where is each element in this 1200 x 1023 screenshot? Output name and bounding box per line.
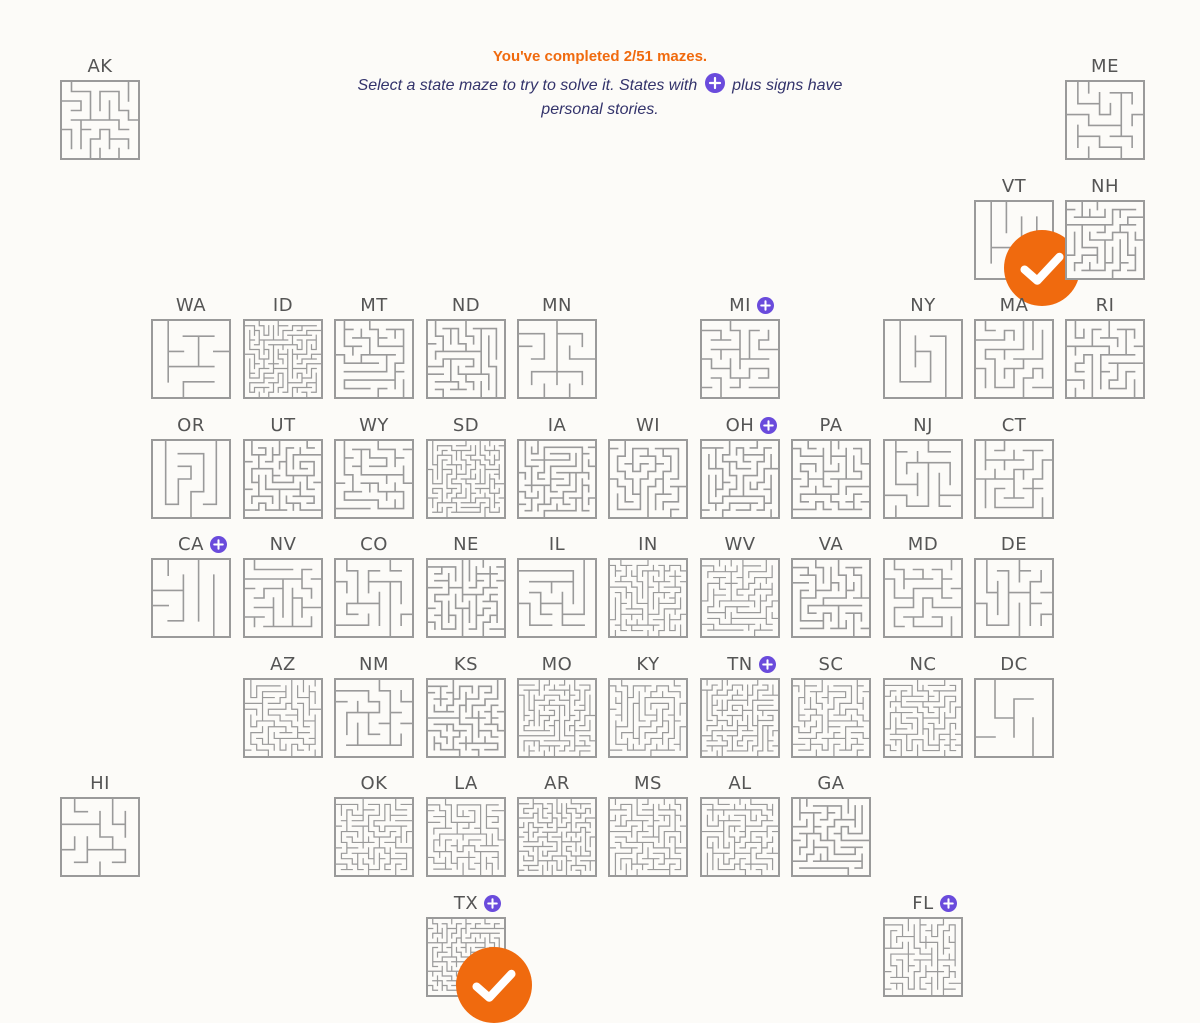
- maze-walls: [153, 321, 229, 397]
- state-tile-wy[interactable]: [332, 416, 416, 520]
- maze-thumbnail[interactable]: [700, 319, 780, 399]
- maze-thumbnail[interactable]: [60, 797, 140, 877]
- state-label: [698, 535, 782, 555]
- maze-thumbnail[interactable]: [334, 439, 414, 519]
- maze-walls: [610, 799, 686, 875]
- maze-thumbnail[interactable]: [700, 558, 780, 638]
- maze-thumbnail[interactable]: [791, 439, 871, 519]
- state-tile-oh[interactable]: [698, 416, 782, 520]
- state-label: [515, 535, 599, 555]
- plus-circle-icon: [940, 895, 957, 912]
- state-code: AR: [544, 773, 570, 794]
- state-code: IA: [547, 415, 567, 436]
- state-tile-nc[interactable]: [881, 655, 965, 759]
- maze-thumbnail[interactable]: [243, 558, 323, 638]
- maze-thumbnail[interactable]: [334, 319, 414, 399]
- state-code: LA: [454, 773, 478, 794]
- maze-walls: [153, 560, 229, 636]
- maze-thumbnail[interactable]: [883, 319, 963, 399]
- state-label: [1063, 57, 1147, 77]
- state-tile-or[interactable]: [149, 416, 233, 520]
- maze-thumbnail[interactable]: [974, 319, 1054, 399]
- state-label: [58, 57, 142, 77]
- maze-walls: [702, 560, 778, 636]
- maze-thumbnail[interactable]: [974, 200, 1054, 280]
- maze-thumbnail[interactable]: [334, 797, 414, 877]
- maze-thumbnail[interactable]: [243, 678, 323, 758]
- state-tile-al[interactable]: [698, 774, 782, 878]
- maze-walls: [428, 799, 504, 875]
- maze-thumbnail[interactable]: [883, 558, 963, 638]
- state-label: [606, 774, 690, 794]
- state-tile-ca[interactable]: [149, 535, 233, 639]
- state-label: [424, 774, 508, 794]
- maze-walls: [793, 680, 869, 756]
- state-code: IL: [548, 534, 566, 555]
- state-tile-va[interactable]: [789, 535, 873, 639]
- state-code: MD: [907, 534, 939, 555]
- state-tile-ia[interactable]: [515, 416, 599, 520]
- instructions-part-2: plus signs have personal stories.: [541, 77, 843, 118]
- state-code: MI: [729, 295, 751, 316]
- state-tile-ut[interactable]: [241, 416, 325, 520]
- state-label: [606, 655, 690, 675]
- maze-thumbnail[interactable]: [791, 797, 871, 877]
- maze-walls: [62, 82, 138, 158]
- state-label: [1063, 177, 1147, 197]
- maze-walls: [793, 560, 869, 636]
- state-label: [606, 535, 690, 555]
- maze-thumbnail[interactable]: [243, 319, 323, 399]
- state-tile-tx[interactable]: [424, 894, 508, 998]
- maze-walls: [885, 321, 961, 397]
- maze-thumbnail[interactable]: [700, 797, 780, 877]
- state-code: FL: [912, 893, 934, 914]
- maze-walls: [519, 680, 595, 756]
- maze-thumbnail[interactable]: [426, 319, 506, 399]
- state-tile-nd[interactable]: [424, 296, 508, 400]
- state-tile-ky[interactable]: [606, 655, 690, 759]
- maze-thumbnail[interactable]: [608, 439, 688, 519]
- state-tile-nj[interactable]: [881, 416, 965, 520]
- maze-walls: [976, 441, 1052, 517]
- state-label: [332, 416, 416, 436]
- maze-thumbnail[interactable]: [426, 439, 506, 519]
- maze-thumbnail[interactable]: [243, 439, 323, 519]
- maze-thumbnail[interactable]: [426, 678, 506, 758]
- plus-circle-icon: [484, 895, 501, 912]
- state-tile-mo[interactable]: [515, 655, 599, 759]
- state-tile-ms[interactable]: [606, 774, 690, 878]
- state-code: CA: [178, 534, 204, 555]
- state-code: GA: [817, 773, 845, 794]
- state-code: NC: [909, 654, 937, 675]
- state-tile-nv[interactable]: [241, 535, 325, 639]
- maze-walls: [976, 680, 1052, 756]
- maze-walls: [885, 919, 961, 995]
- maze-walls: [428, 680, 504, 756]
- state-code: IN: [638, 534, 658, 555]
- state-label: [332, 535, 416, 555]
- maze-walls: [702, 441, 778, 517]
- maze-walls: [793, 441, 869, 517]
- state-label: [698, 655, 782, 675]
- state-label: [424, 416, 508, 436]
- state-code: SD: [452, 415, 480, 436]
- maze-walls: [428, 560, 504, 636]
- maze-thumbnail[interactable]: [608, 797, 688, 877]
- state-label: [241, 535, 325, 555]
- maze-thumbnail[interactable]: [517, 319, 597, 399]
- state-tile-in[interactable]: [606, 535, 690, 639]
- maze-walls: [153, 441, 229, 517]
- state-tile-co[interactable]: [332, 535, 416, 639]
- state-label: [606, 416, 690, 436]
- state-tile-tn[interactable]: [698, 655, 782, 759]
- state-code: NE: [453, 534, 479, 555]
- maze-walls: [1067, 82, 1143, 158]
- state-tile-me[interactable]: [1063, 57, 1147, 161]
- state-label: [881, 894, 965, 914]
- state-code: ND: [451, 295, 481, 316]
- maze-thumbnail[interactable]: [974, 439, 1054, 519]
- maze-walls: [885, 441, 961, 517]
- maze-walls: [336, 680, 412, 756]
- maze-thumbnail[interactable]: [700, 439, 780, 519]
- state-code: ME: [1091, 56, 1119, 77]
- maze-thumbnail[interactable]: [883, 917, 963, 997]
- state-code: RI: [1095, 295, 1115, 316]
- maze-thumbnail[interactable]: [426, 558, 506, 638]
- maze-walls: [519, 799, 595, 875]
- state-label: [149, 416, 233, 436]
- state-tile-hi[interactable]: [58, 774, 142, 878]
- maze-thumbnail[interactable]: [517, 678, 597, 758]
- state-label: [149, 296, 233, 316]
- maze-thumbnail[interactable]: [334, 678, 414, 758]
- state-tile-ma[interactable]: [972, 296, 1056, 400]
- state-tile-ok[interactable]: [332, 774, 416, 878]
- state-code: NJ: [913, 415, 933, 436]
- state-code: WI: [635, 415, 661, 436]
- state-label: [789, 774, 873, 794]
- state-label: [149, 535, 233, 555]
- maze-thumbnail[interactable]: [791, 678, 871, 758]
- maze-walls: [519, 441, 595, 517]
- plus-circle-icon: [757, 297, 774, 314]
- maze-walls: [976, 321, 1052, 397]
- maze-walls: [519, 560, 595, 636]
- maze-thumbnail[interactable]: [151, 439, 231, 519]
- state-code: OR: [177, 415, 205, 436]
- state-tile-sd[interactable]: [424, 416, 508, 520]
- maze-thumbnail[interactable]: [883, 439, 963, 519]
- state-code: TN: [727, 654, 753, 675]
- state-label: [789, 416, 873, 436]
- state-tile-ny[interactable]: [881, 296, 965, 400]
- maze-thumbnail[interactable]: [334, 558, 414, 638]
- state-label: [789, 535, 873, 555]
- maze-thumbnail[interactable]: [426, 917, 506, 997]
- state-label: [332, 774, 416, 794]
- state-code: OH: [725, 415, 755, 436]
- maze-walls: [702, 799, 778, 875]
- state-tile-ri[interactable]: [1063, 296, 1147, 400]
- state-code: SC: [818, 654, 844, 675]
- state-code: HI: [90, 773, 110, 794]
- state-code: AL: [728, 773, 752, 794]
- maze-thumbnail[interactable]: [151, 319, 231, 399]
- maze-thumbnail[interactable]: [700, 678, 780, 758]
- maze-walls: [976, 560, 1052, 636]
- maze-thumbnail[interactable]: [426, 797, 506, 877]
- state-label: [515, 416, 599, 436]
- maze-walls: [702, 680, 778, 756]
- completed-check-icon: [456, 947, 532, 1023]
- state-tile-az[interactable]: [241, 655, 325, 759]
- state-code: TX: [453, 893, 479, 914]
- state-label: [58, 774, 142, 794]
- state-code: AZ: [270, 654, 296, 675]
- state-code: CO: [360, 534, 388, 555]
- state-code: VT: [1001, 176, 1027, 197]
- maze-walls: [519, 321, 595, 397]
- state-label: [241, 296, 325, 316]
- maze-thumbnail[interactable]: [151, 558, 231, 638]
- state-label: [332, 296, 416, 316]
- maze-walls: [1067, 202, 1143, 278]
- state-code: NV: [269, 534, 297, 555]
- state-tile-fl[interactable]: [881, 894, 965, 998]
- state-code: VA: [818, 534, 844, 555]
- state-code: WA: [175, 295, 207, 316]
- state-code: KS: [453, 654, 479, 675]
- maze-walls: [336, 560, 412, 636]
- state-code: CT: [1001, 415, 1027, 436]
- state-code: DC: [1000, 654, 1028, 675]
- plus-circle-icon: [760, 417, 777, 434]
- state-label: [241, 416, 325, 436]
- maze-walls: [245, 321, 321, 397]
- maze-walls: [610, 441, 686, 517]
- state-tile-nh[interactable]: [1063, 177, 1147, 281]
- maze-walls: [336, 799, 412, 875]
- state-label: [332, 655, 416, 675]
- state-tile-nm[interactable]: [332, 655, 416, 759]
- maze-walls: [245, 680, 321, 756]
- state-code: DE: [1000, 534, 1028, 555]
- maze-thumbnail[interactable]: [1065, 319, 1145, 399]
- state-code: UT: [270, 415, 296, 436]
- maze-thumbnail[interactable]: [883, 678, 963, 758]
- plus-circle-icon: [210, 536, 227, 553]
- state-code: MS: [634, 773, 662, 794]
- state-tile-dc[interactable]: [972, 655, 1056, 759]
- state-label: [698, 296, 782, 316]
- state-code: NM: [359, 654, 389, 675]
- state-label: [424, 296, 508, 316]
- state-label: [881, 535, 965, 555]
- state-code: MN: [542, 295, 572, 316]
- maze-thumbnail[interactable]: [608, 678, 688, 758]
- state-code: PA: [819, 415, 843, 436]
- state-label: [241, 655, 325, 675]
- state-code: NH: [1091, 176, 1119, 197]
- state-label: [698, 774, 782, 794]
- state-label: [972, 177, 1056, 197]
- maze-walls: [885, 680, 961, 756]
- maze-walls: [62, 799, 138, 875]
- maze-thumbnail[interactable]: [517, 558, 597, 638]
- state-label: [1063, 296, 1147, 316]
- maze-walls: [610, 680, 686, 756]
- state-tile-ne[interactable]: [424, 535, 508, 639]
- maze-walls: [702, 321, 778, 397]
- maze-thumbnail[interactable]: [974, 678, 1054, 758]
- state-tile-mn[interactable]: [515, 296, 599, 400]
- state-tile-wi[interactable]: [606, 416, 690, 520]
- state-code: MT: [360, 295, 388, 316]
- state-tile-il[interactable]: [515, 535, 599, 639]
- state-label: [972, 535, 1056, 555]
- state-code: KY: [636, 654, 660, 675]
- maze-walls: [610, 560, 686, 636]
- state-label: [424, 894, 508, 914]
- maze-thumbnail[interactable]: [791, 558, 871, 638]
- state-tile-la[interactable]: [424, 774, 508, 878]
- state-label: [972, 416, 1056, 436]
- maze-walls: [336, 321, 412, 397]
- state-tile-mt[interactable]: [332, 296, 416, 400]
- maze-walls: [885, 560, 961, 636]
- plus-circle-icon: [759, 656, 776, 673]
- maze-walls: [245, 441, 321, 517]
- maze-walls: [1067, 321, 1143, 397]
- state-code: OK: [360, 773, 388, 794]
- state-label: [515, 655, 599, 675]
- state-label: [972, 655, 1056, 675]
- state-tile-ga[interactable]: [789, 774, 873, 878]
- state-code: ID: [272, 295, 294, 316]
- state-label: [515, 774, 599, 794]
- progress-text: You've completed 2/51 mazes.: [492, 48, 708, 65]
- state-tile-md[interactable]: [881, 535, 965, 639]
- state-tile-sc[interactable]: [789, 655, 873, 759]
- state-label: [424, 655, 508, 675]
- state-tile-vt[interactable]: [972, 177, 1056, 281]
- maze-thumbnail[interactable]: [1065, 200, 1145, 280]
- state-tile-id[interactable]: [241, 296, 325, 400]
- state-label: [972, 296, 1056, 316]
- state-tile-ct[interactable]: [972, 416, 1056, 520]
- maze-thumbnail[interactable]: [517, 797, 597, 877]
- state-tile-ak[interactable]: [58, 57, 142, 161]
- state-tile-de[interactable]: [972, 535, 1056, 639]
- state-tile-pa[interactable]: [789, 416, 873, 520]
- state-label: [881, 296, 965, 316]
- maze-thumbnail[interactable]: [1065, 80, 1145, 160]
- maze-thumbnail[interactable]: [60, 80, 140, 160]
- state-label: [515, 296, 599, 316]
- state-code: WV: [724, 534, 756, 555]
- state-code: MO: [541, 654, 573, 675]
- state-tile-mi[interactable]: [698, 296, 782, 400]
- maze-walls: [428, 321, 504, 397]
- state-label: [881, 655, 965, 675]
- maze-thumbnail[interactable]: [608, 558, 688, 638]
- maze-walls: [245, 560, 321, 636]
- state-tile-wv[interactable]: [698, 535, 782, 639]
- maze-walls: [336, 441, 412, 517]
- state-code: WY: [359, 415, 389, 436]
- state-label: [881, 416, 965, 436]
- maze-thumbnail[interactable]: [517, 439, 597, 519]
- state-label: [789, 655, 873, 675]
- state-code: NY: [910, 295, 936, 316]
- maze-walls: [428, 441, 504, 517]
- state-tile-ks[interactable]: [424, 655, 508, 759]
- state-label: [424, 535, 508, 555]
- state-code: AK: [87, 56, 113, 77]
- state-label: [698, 416, 782, 436]
- maze-walls: [793, 799, 869, 875]
- maze-thumbnail[interactable]: [974, 558, 1054, 638]
- state-tile-wa[interactable]: [149, 296, 233, 400]
- state-tile-ar[interactable]: [515, 774, 599, 878]
- state-code: MA: [999, 295, 1029, 316]
- instructions-part-1: Select a state maze to try to solve it. States with: [357, 77, 702, 94]
